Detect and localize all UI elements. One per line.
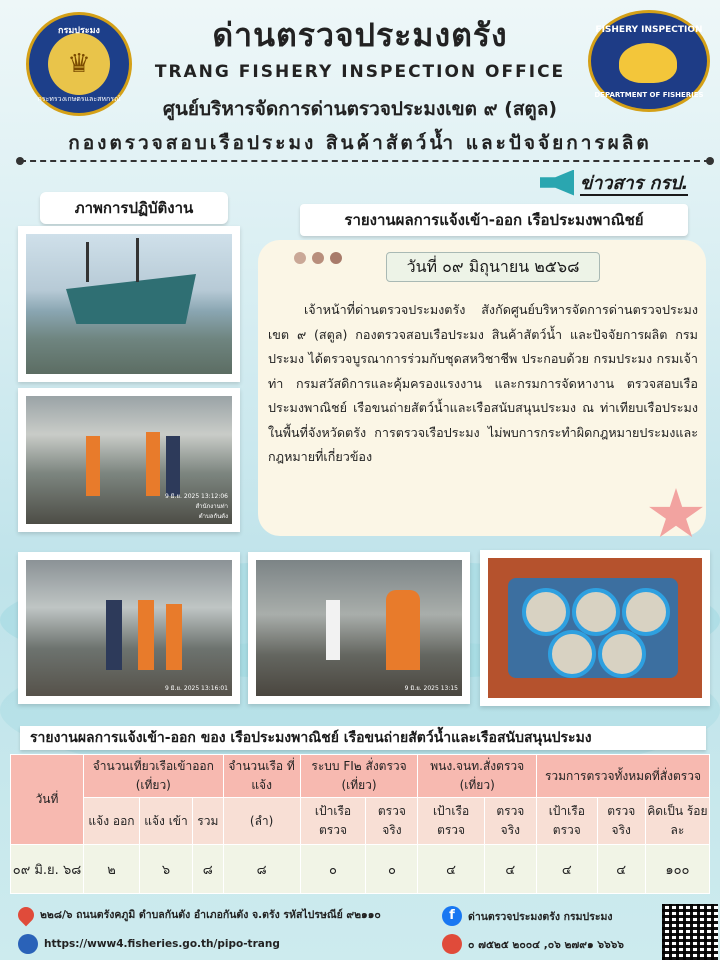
logo-right-bottom-text: DEPARTMENT OF FISHERIES	[594, 91, 704, 99]
subtitle-center: ศูนย์บริหารจัดการด่านตรวจประมงเขต ๙ (สตูล)	[162, 98, 558, 120]
table-subheader: ตรวจ จริง	[597, 798, 645, 845]
wings-emblem-icon	[619, 43, 677, 83]
page-title-thai: ด่านตรวจประมงตรัง	[212, 16, 508, 54]
report-table-title: รายงานผลการแจ้งเข้า-ออก ของ เรือประมงพาณิชย์ เรือขนถ่ายสัตว์น้ำและเรือสนับสนุนประมง	[20, 726, 706, 750]
phone-icon	[442, 934, 462, 954]
news-label	[580, 168, 688, 197]
table-subheader: เป้าเรือ ตรวจ	[300, 798, 366, 845]
worker-figure	[386, 590, 420, 670]
basket-shape	[548, 630, 596, 678]
report-section-title: รายงานผลการแจ้งเข้า-ออก เรือประมงพาณิชย์	[300, 204, 688, 236]
table-cell: ๘	[223, 845, 300, 894]
address-text: ๒๒๘/๖ ถนนตรังคภูมิ ตำบลกันตัง อำเภอกันตัง จ.ตรัง รหัสไปรษณีย์ ๙๒๑๑๐	[40, 909, 381, 921]
footer-website[interactable]	[18, 934, 280, 954]
facebook-text[interactable]: ด่านตรวจประมงตรัง กรมประมง	[468, 910, 613, 923]
worker-figure	[146, 432, 160, 496]
table-subheader: แจ้ง เข้า	[139, 798, 192, 845]
photos-section-title: ภาพการปฏิบัติงาน	[40, 192, 228, 224]
photo-catch	[480, 550, 710, 706]
table-row	[11, 845, 710, 894]
footer	[0, 900, 720, 960]
table-cell: ๑๐๐	[645, 845, 709, 894]
photo-timestamp: 9 มิ.ย. 2025 13:12:06 สำนักงานท่า ตำบลกันตัง	[164, 493, 228, 520]
table-subheader: เป้าเรือ ตรวจ	[536, 798, 597, 845]
logo-left-top-text: กรมประมง	[58, 26, 100, 36]
subtitle-division: กองตรวจสอบเรือประมง สินค้าสัตว์น้ำ และปัจจัยการผลิต	[68, 132, 652, 154]
table-header-fi2: ระบบ FI๒ สั่งตรวจ (เที่ยว)	[300, 755, 418, 798]
article-body: เจ้าหน้าที่ด่านตรวจประมงตรัง สังกัดศูนย์บริหารจัดการด่านตรวจประมง เขต ๙ (สตูล) กองตรวจสอบเรือประมง สินค้าสัตว์น้ำ และปัจจัยการผลิต กรมประมง ได้ตรวจบูรณาการร่วมกับชุดสหวิชาชีพ ประกอบด้วย กรมประมง กรมเจ้าท่า กรมสวัสดิการและคุ้มครองแรงงาน และกรมการจัดหางาน ตรวจสอบเรือประมงพาณิชย์ เรือขนถ่ายสัตว์น้ำและเรือสนับสนุนประมง ณ ท่าเทียบเรือประมงในพื้นที่จังหวัดตรัง การตรวจเรือประมง ไม่พบการกระทำผิดกฎหมายประมงและกฎหมายที่เกี่ยวข้อง	[268, 302, 698, 464]
table-cell: ๔	[484, 845, 536, 894]
facebook-icon: f	[442, 906, 462, 926]
table-cell: ๐	[300, 845, 366, 894]
phone-text: ๐ ๗๕๒๕ ๒๐๐๔ ,๐๖ ๒๗๙๑ ๖๖๖๖	[468, 938, 624, 951]
basket-shape	[572, 588, 620, 636]
table-subheader: แจ้ง ออก	[84, 798, 140, 845]
boat-mast-shape	[136, 238, 139, 282]
table-subheader: เป้าเรือ ตรวจ	[418, 798, 484, 845]
logo-left-bottom-text: กระทรวงเกษตรและสหกรณ์	[37, 95, 121, 103]
boat-mast-shape	[86, 242, 89, 282]
table-header-date: วันที่	[11, 755, 84, 845]
article-date: วันที่ ๐๙ มิถุนายน ๒๕๖๘	[386, 252, 600, 282]
photo-inspection-1	[18, 388, 240, 532]
table-cell: ๖	[139, 845, 192, 894]
worker-figure	[138, 600, 154, 670]
table-header-pnch: พนง.จนท.สั่งตรวจ (เที่ยว)	[418, 755, 537, 798]
table-header-total: รวมการตรวจทั้งหมดที่สั่งตรวจ	[536, 755, 709, 798]
worker-figure	[166, 604, 182, 670]
globe-icon	[18, 934, 38, 954]
table-subheader: รวม	[193, 798, 224, 845]
header-divider	[20, 160, 710, 162]
photo-inspection-3	[248, 552, 470, 704]
news-label-text: ข่าวสาร กรป.	[580, 173, 689, 194]
basket-shape	[622, 588, 670, 636]
table-cell: ๘	[193, 845, 224, 894]
logo-right-top-text: FISHERY INSPECTION	[595, 25, 703, 35]
basket-shape	[522, 588, 570, 636]
photo-inspection-2	[18, 552, 240, 704]
table-subheader: (ลำ)	[223, 798, 300, 845]
website-link[interactable]: https://www4.fisheries.go.th/pipo-trang	[44, 938, 280, 950]
news-tag	[540, 168, 688, 197]
table-subheader: ตรวจ จริง	[484, 798, 536, 845]
worker-figure	[106, 600, 122, 670]
table-cell: ๔	[536, 845, 597, 894]
qr-code[interactable]	[662, 904, 718, 960]
table-cell: ๐	[366, 845, 418, 894]
table-cell-date: ๐๙ มิ.ย. ๖๘	[11, 845, 84, 894]
basket-shape	[598, 630, 646, 678]
decorative-dots	[294, 252, 342, 264]
worker-figure	[86, 436, 100, 496]
table-cell: ๔	[418, 845, 484, 894]
table-subheader: ตรวจ จริง	[366, 798, 418, 845]
footer-facebook[interactable]	[442, 906, 613, 926]
table-header-boats: จำนวนเรือ ที่แจ้ง	[223, 755, 300, 798]
footer-address	[18, 906, 381, 923]
table-header-trips: จำนวนเที่ยวเรือเข้าออก (เที่ยว)	[84, 755, 224, 798]
table-subheader: คิดเป็น ร้อยละ	[645, 798, 709, 845]
page-title-english: TRANG FISHERY INSPECTION OFFICE	[154, 62, 566, 82]
article-card	[258, 240, 706, 536]
table-cell: ๒	[84, 845, 140, 894]
worker-figure	[166, 436, 180, 496]
logo-emblem-icon: ♛	[48, 33, 110, 95]
location-pin-icon	[15, 903, 38, 926]
footer-phone	[442, 934, 624, 954]
photo-timestamp: 9 มิ.ย. 2025 13:16:01	[164, 685, 228, 692]
megaphone-icon	[540, 170, 574, 196]
report-table	[10, 754, 710, 894]
photo-timestamp: 9 มิ.ย. 2025 13:15	[404, 685, 458, 692]
photo-boat	[18, 226, 240, 382]
table-cell: ๔	[597, 845, 645, 894]
worker-figure	[326, 600, 340, 660]
